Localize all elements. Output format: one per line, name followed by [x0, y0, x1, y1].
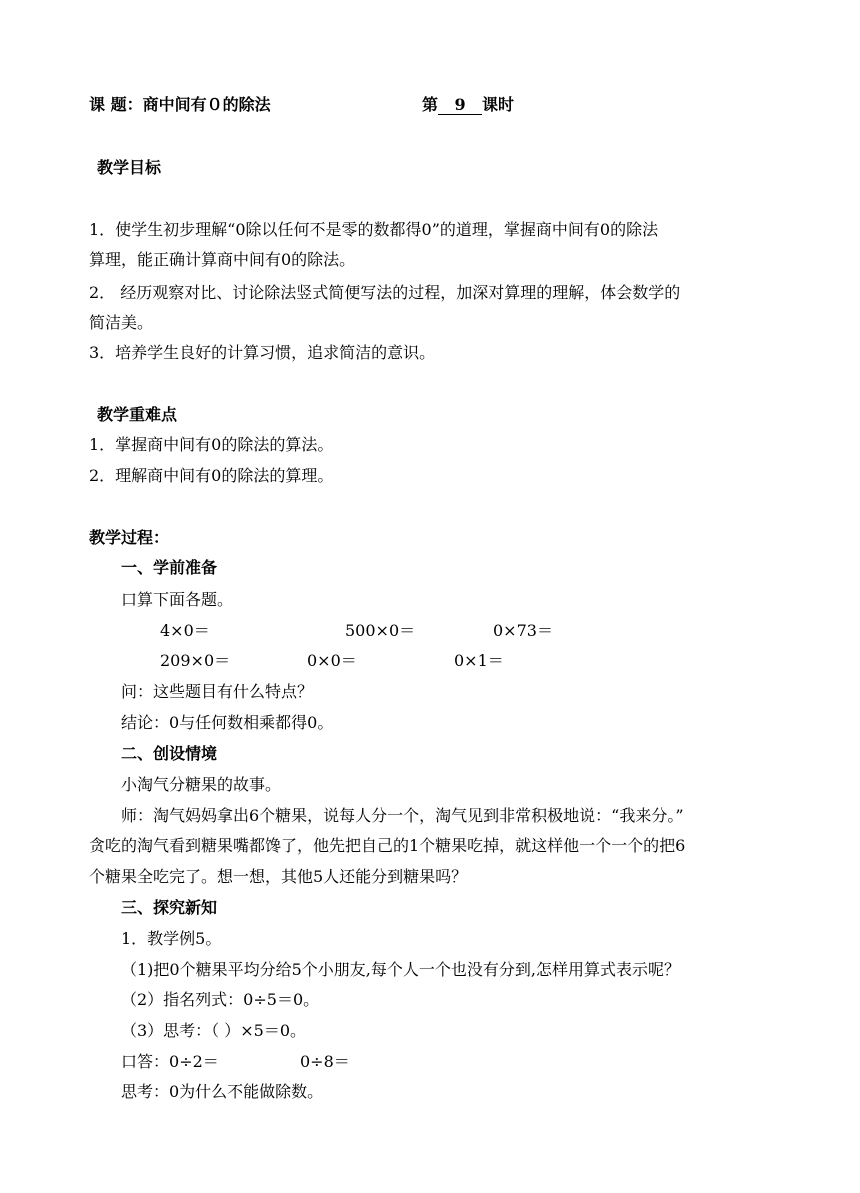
- lesson-number: 9: [438, 96, 482, 115]
- objective-line: 1．使学生初步理解“0除以任何不是零的数都得0”的道理，掌握商中间有0的除法: [89, 220, 659, 239]
- lesson-number-line: [422, 95, 514, 115]
- section-heading: 三、探究新知: [121, 898, 218, 917]
- process-heading: 教学过程：: [89, 528, 170, 547]
- oral-calc-item: 0÷8＝: [300, 1052, 350, 1071]
- section-text: （1)把0个糖果平均分给5个小朋友,每个人一个也没有分到,怎样用算式表示呢？: [121, 960, 680, 979]
- oral-calc-item: 0×1＝: [454, 651, 504, 670]
- oral-calc-item: 209×0＝: [160, 651, 231, 670]
- paragraph-line: 师：淘气妈妈拿出6个糖果，说每人分一个，淘气见到非常积极地说：“我来分。”: [121, 806, 684, 825]
- section-text: 问：这些题目有什么特点？: [121, 682, 314, 701]
- objective-line: 简洁美。: [89, 313, 154, 332]
- objective-line: 3．培养学生良好的计算习惯，追求简洁的意识。: [89, 343, 436, 362]
- oral-calc-item: 4×0＝: [160, 621, 210, 640]
- objective-line: 算理，能正确计算商中间有0的除法。: [89, 250, 356, 269]
- section-text: （2）指名列式：0÷5＝0。: [121, 990, 320, 1009]
- oral-calc-item: 0÷2＝: [169, 1052, 219, 1071]
- paragraph-line: 贪吃的淘气看到糖果嘴都馋了，他先把自己的1个糖果吃掉，就这样他一个一个的把6: [89, 836, 686, 855]
- section-text: 结论：0与任何数相乘都得0。: [121, 713, 334, 732]
- section-text: 小淘气分糖果的故事。: [121, 775, 282, 794]
- lesson-title: 商中间有０的除法: [142, 95, 271, 114]
- objective-line: 2． 经历观察对比、讨论除法竖式简便写法的过程，加深对算理的理解，体会数学的: [89, 283, 681, 302]
- oral-calc-item: 0×73＝: [493, 621, 553, 640]
- section-text: 1．教学例5。: [121, 929, 222, 948]
- section-text: 口算下面各题。: [121, 590, 234, 609]
- section-heading: 一、学前准备: [121, 558, 218, 577]
- key-point-line: 1．掌握商中间有0的除法的算法。: [89, 435, 334, 454]
- oral-label: 口答：: [121, 1052, 170, 1071]
- key-point-line: 2．理解商中间有0的除法的算理。: [89, 466, 334, 485]
- oral-answer-line: [121, 1052, 219, 1072]
- lesson-suffix: 课时: [482, 95, 515, 114]
- oral-calc-item: 500×0＝: [345, 621, 416, 640]
- oral-calc-item: 0×0＝: [307, 651, 357, 670]
- objectives-heading: 教学目标: [97, 158, 162, 177]
- section-heading: 二、创设情境: [121, 744, 218, 763]
- key-points-heading: 教学重难点: [97, 405, 178, 424]
- lesson-prefix: 第: [422, 95, 439, 114]
- section-text: 思考：0为什么不能做除数。: [121, 1082, 324, 1101]
- title-label: 课 题：: [89, 95, 143, 114]
- section-text: （3）思考：（ ）×5＝0。: [121, 1021, 307, 1040]
- paragraph-line: 个糖果全吃完了。想一想，其他5人还能分到糖果吗？: [89, 867, 468, 886]
- lesson-title-line: [89, 95, 271, 115]
